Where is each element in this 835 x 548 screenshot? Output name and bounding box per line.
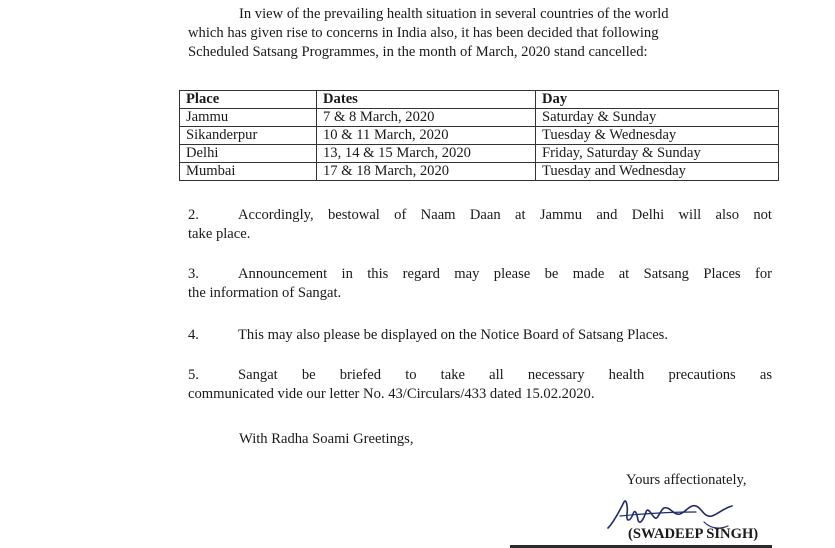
paragraph-text: Announcement in this regard may please be made at Satsang Places for	[238, 266, 772, 282]
paragraph-line	[188, 366, 772, 385]
cell-dates: 13, 14 & 15 March, 2020	[317, 145, 536, 163]
signatory-name: (SWADEEP SINGH)	[628, 526, 759, 542]
paragraph-line	[188, 326, 772, 345]
paragraph-text: Accordingly, bestowal of Naam Daan at Jammu and Delhi will also not	[238, 207, 772, 223]
cell-day: Saturday & Sunday	[536, 109, 779, 127]
paragraph-line: the information of Sangat.	[188, 285, 342, 301]
table-row	[180, 127, 779, 145]
paragraph-number: 5.	[188, 367, 199, 383]
closing-greeting: With Radha Soami Greetings,	[239, 431, 414, 447]
cell-dates: 17 & 18 March, 2020	[317, 163, 536, 181]
table-header-row	[180, 91, 779, 109]
table-row	[180, 145, 779, 163]
paragraph-number: 3.	[188, 266, 199, 282]
paragraph-line: communicated vide our letter No. 43/Circulars/433 dated 15.02.2020.	[188, 386, 595, 402]
paragraph-text: This may also please be displayed on the Notice Board of Satsang Places.	[238, 327, 669, 343]
paragraph-number: 2.	[188, 207, 199, 223]
header-day: Day	[536, 91, 779, 109]
cell-place: Delhi	[180, 145, 317, 163]
valediction: Yours affectionately,	[626, 472, 747, 488]
table-row	[180, 109, 779, 127]
intro-paragraph	[188, 5, 772, 62]
cutoff-text-fragment	[510, 542, 772, 548]
cell-place: Mumbai	[180, 163, 317, 181]
schedule-table	[179, 90, 779, 181]
paragraph-text: Sangat be briefed to take all necessary health precautions as	[238, 367, 772, 383]
paragraph-2	[188, 206, 772, 244]
cell-day: Friday, Saturday & Sunday	[536, 145, 779, 163]
paragraph-line	[188, 206, 772, 225]
cell-place: Jammu	[180, 109, 317, 127]
header-place: Place	[180, 91, 317, 109]
header-dates: Dates	[317, 91, 536, 109]
cell-day: Tuesday and Wednesday	[536, 163, 779, 181]
cell-day: Tuesday & Wednesday	[536, 127, 779, 145]
intro-line-3: Scheduled Satsang Programmes, in the month of March, 2020 stand cancelled:	[188, 44, 648, 60]
cell-dates: 7 & 8 March, 2020	[317, 109, 536, 127]
cell-dates: 10 & 11 March, 2020	[317, 127, 536, 145]
paragraph-3	[188, 265, 772, 303]
paragraph-4	[188, 326, 772, 345]
paragraph-line: take place.	[188, 226, 251, 242]
cell-place: Sikanderpur	[180, 127, 317, 145]
paragraph-number: 4.	[188, 327, 199, 343]
intro-line-1: In view of the prevailing health situation in several countries of the world	[239, 6, 669, 22]
intro-line-2: which has given rise to concerns in India also, it has been decided that following	[188, 25, 659, 41]
table-row	[180, 163, 779, 181]
paragraph-line	[188, 265, 772, 284]
paragraph-5	[188, 366, 772, 404]
